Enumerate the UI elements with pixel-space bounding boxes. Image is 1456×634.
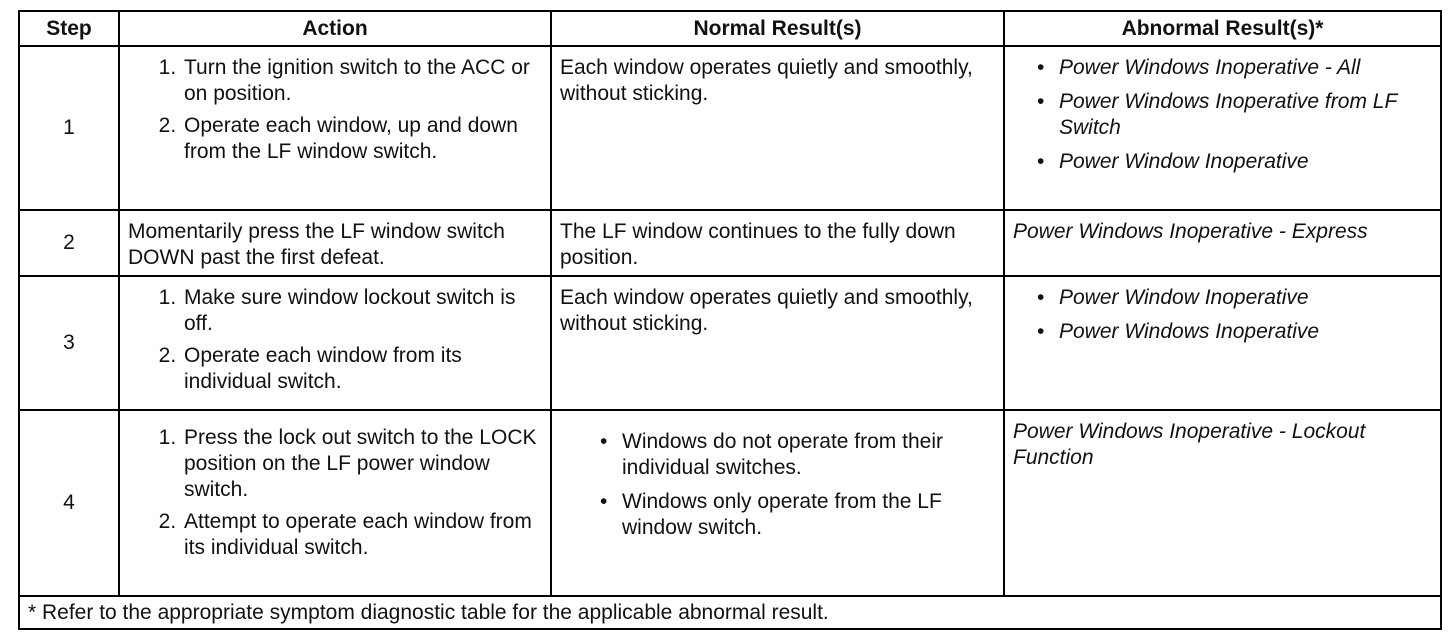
step-number: 4 bbox=[19, 410, 119, 596]
step-number: 2 bbox=[19, 210, 119, 276]
header-step: Step bbox=[19, 11, 119, 46]
header-action: Action bbox=[119, 11, 551, 46]
step-number: 3 bbox=[19, 276, 119, 410]
action-item: 1. Make sure window lockout switch is off. bbox=[182, 285, 540, 337]
action-cell: Momentarily press the LF window switch DOWN past the first defeat. bbox=[119, 210, 551, 276]
action-item: 1. Turn the ignition switch to the ACC or on position. bbox=[182, 55, 540, 107]
abnormal-result-cell bbox=[1004, 46, 1441, 210]
header-row bbox=[19, 11, 1441, 46]
action-list bbox=[128, 425, 540, 561]
table-row bbox=[19, 46, 1441, 210]
abnormal-item: • Power Windows Inoperative from LF Switch bbox=[1059, 89, 1430, 141]
diagnostic-table bbox=[18, 10, 1442, 630]
header-abnormal-results: Abnormal Result(s)* bbox=[1004, 11, 1441, 46]
footnote: * Refer to the appropriate symptom diagnostic table for the applicable abnormal result. bbox=[19, 596, 1441, 629]
normal-item: • Windows do not operate from their individual switches. bbox=[622, 429, 993, 481]
abnormal-list bbox=[1013, 55, 1430, 175]
normal-result-cell: Each window operates quietly and smoothly, without sticking. bbox=[551, 276, 1004, 410]
header-normal-results: Normal Result(s) bbox=[551, 11, 1004, 46]
abnormal-item: • Power Window Inoperative bbox=[1059, 149, 1430, 175]
action-item: 2. Attempt to operate each window from its individual switch. bbox=[182, 509, 540, 561]
normal-list bbox=[560, 429, 993, 541]
action-cell bbox=[119, 276, 551, 410]
table-row bbox=[19, 210, 1441, 276]
action-cell bbox=[119, 410, 551, 596]
action-list bbox=[128, 55, 540, 165]
normal-result-cell bbox=[551, 410, 1004, 596]
table-row bbox=[19, 276, 1441, 410]
normal-item: • Windows only operate from the LF window switch. bbox=[622, 489, 993, 541]
abnormal-item: • Power Windows Inoperative - All bbox=[1059, 55, 1430, 81]
action-list bbox=[128, 285, 540, 395]
abnormal-result-cell: Power Windows Inoperative - Lockout Function bbox=[1004, 410, 1441, 596]
action-item: 2. Operate each window, up and down from the LF window switch. bbox=[182, 113, 540, 165]
action-item: 2. Operate each window from its individual switch. bbox=[182, 343, 540, 395]
action-item: 1. Press the lock out switch to the LOCK position on the LF power window switch. bbox=[182, 425, 540, 503]
abnormal-result-cell bbox=[1004, 276, 1441, 410]
normal-result-cell: The LF window continues to the fully down position. bbox=[551, 210, 1004, 276]
footnote-row bbox=[19, 596, 1441, 629]
abnormal-item: • Power Window Inoperative bbox=[1059, 285, 1430, 311]
abnormal-result-cell: Power Windows Inoperative - Express bbox=[1004, 210, 1441, 276]
action-cell bbox=[119, 46, 551, 210]
abnormal-item: • Power Windows Inoperative bbox=[1059, 319, 1430, 345]
abnormal-list bbox=[1013, 285, 1430, 345]
step-number: 1 bbox=[19, 46, 119, 210]
normal-result-cell: Each window operates quietly and smoothly, without sticking. bbox=[551, 46, 1004, 210]
diagnostic-table-wrapper bbox=[18, 10, 1440, 630]
table-row bbox=[19, 410, 1441, 596]
